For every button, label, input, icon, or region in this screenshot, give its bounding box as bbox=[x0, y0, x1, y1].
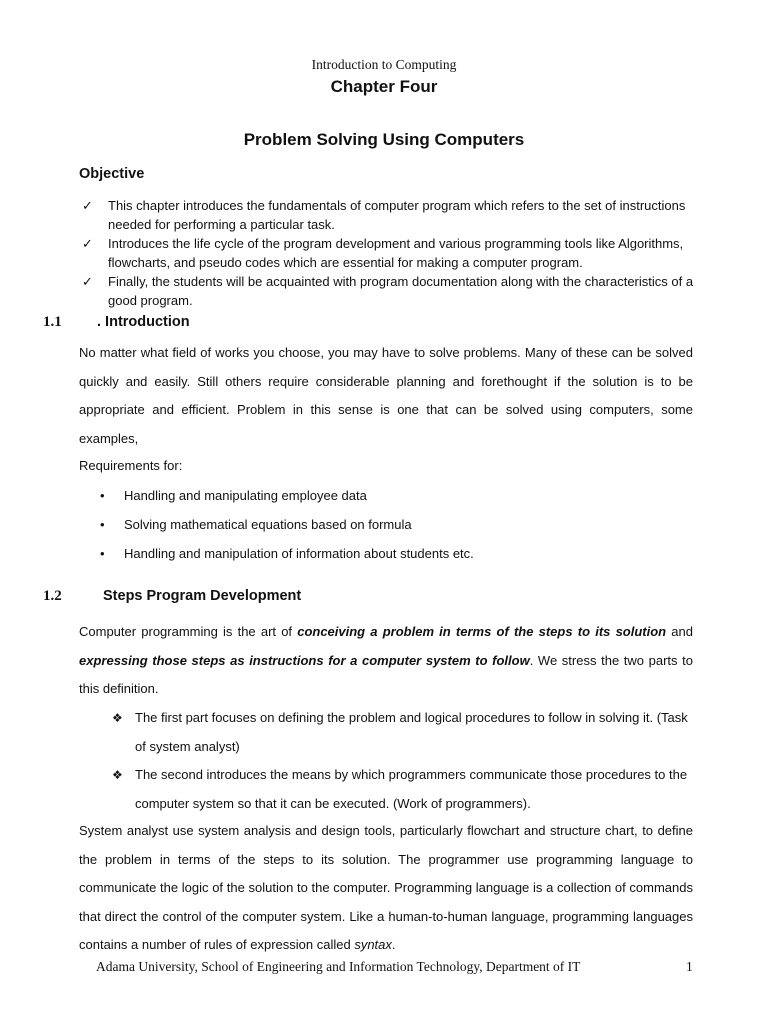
definition-points bbox=[112, 704, 694, 818]
page-footer: Adama University, School of Engineering and Information Technology, Department of IT bbox=[96, 959, 581, 974]
bullet-icon: • bbox=[100, 488, 105, 503]
text-run: System analyst use system analysis and design tools, particularly flowchart and structure chart, to define the problem in terms of the steps to its solution. The programmer use programming language to communicate the logic of the solution to the computer. Programming language is a collection of commands that direct the control of the computer system. Like a human-to-human language, programming languages contains a number of rules of expression called bbox=[79, 823, 693, 952]
list-item-text: Handling and manipulation of information about students etc. bbox=[124, 546, 474, 561]
definition-paragraph bbox=[79, 618, 693, 704]
objective-item bbox=[80, 272, 710, 310]
objective-item-text: This chapter introduces the fundamentals of computer program which refers to the set of instructions needed for performing a particular task. bbox=[108, 198, 686, 232]
checkmark-icon: ✓ bbox=[82, 274, 93, 289]
list-item bbox=[112, 704, 694, 761]
section-title: . Introduction bbox=[97, 314, 190, 330]
section-number: 1.2 bbox=[43, 588, 62, 604]
requirements-list bbox=[100, 481, 700, 568]
requirements-label: Requirements for: bbox=[79, 458, 183, 473]
text-run: . We stress the two parts to this definition. bbox=[79, 652, 693, 696]
list-item-text: The first part focuses on defining the problem and logical procedures to follow in solving it. (Task of system analyst) bbox=[135, 710, 688, 754]
objective-item bbox=[80, 234, 710, 272]
objective-list bbox=[80, 196, 710, 310]
chapter-heading: Chapter Four bbox=[330, 77, 438, 96]
list-item-text: Solving mathematical equations based on formula bbox=[124, 517, 412, 532]
page-number: 1 bbox=[686, 959, 693, 974]
section-number: 1.1 bbox=[43, 314, 62, 330]
list-item-text: The second introduces the means by which programmers communicate those procedures to the computer system so that it can be executed. (Work of programmers). bbox=[135, 767, 688, 811]
bullet-icon: • bbox=[100, 546, 105, 561]
checkmark-icon: ✓ bbox=[82, 198, 93, 213]
diamond-bullet-icon: ❖ bbox=[112, 768, 123, 782]
section-title: Steps Program Development bbox=[103, 588, 302, 604]
objective-heading: Objective bbox=[79, 166, 145, 182]
text-run: and bbox=[666, 624, 693, 639]
list-item-text: Handling and manipulating employee data bbox=[124, 488, 367, 503]
bullet-icon: • bbox=[100, 517, 105, 532]
emphasis-text: syntax bbox=[354, 937, 392, 952]
list-item bbox=[100, 481, 700, 510]
emphasis-text: conceiving a problem in terms of the steps to its solution bbox=[297, 624, 667, 639]
list-item bbox=[100, 510, 700, 539]
objective-item-text: Finally, the students will be acquainted with program documentation along with the characteristics of a good program. bbox=[108, 274, 694, 308]
text-run: Computer programming is the art of bbox=[79, 624, 298, 639]
page-title: Problem Solving Using Computers bbox=[243, 130, 525, 149]
checkmark-icon: ✓ bbox=[82, 236, 93, 251]
running-header: Introduction to Computing bbox=[311, 57, 457, 72]
objective-item bbox=[80, 196, 710, 234]
objective-item-text: Introduces the life cycle of the program development and various programming tools like Algorithms, flowcharts, and pseudo codes which are essential for making a computer program. bbox=[108, 236, 684, 270]
emphasis-text: expressing those steps as instructions for a computer system to follow bbox=[79, 652, 530, 668]
diamond-bullet-icon: ❖ bbox=[112, 711, 123, 725]
body-paragraph bbox=[79, 817, 693, 960]
intro-paragraph: No matter what field of works you choose, you may have to solve problems. Many of these can be solved quickly and easily. Still others require considerable planning and forethought if the solution is to be appropriate and efficient. Problem in this sense is one that can be solved using computers, some examples, bbox=[79, 345, 693, 446]
list-item bbox=[112, 761, 694, 818]
list-item bbox=[100, 539, 700, 568]
text-run: . bbox=[391, 937, 396, 952]
